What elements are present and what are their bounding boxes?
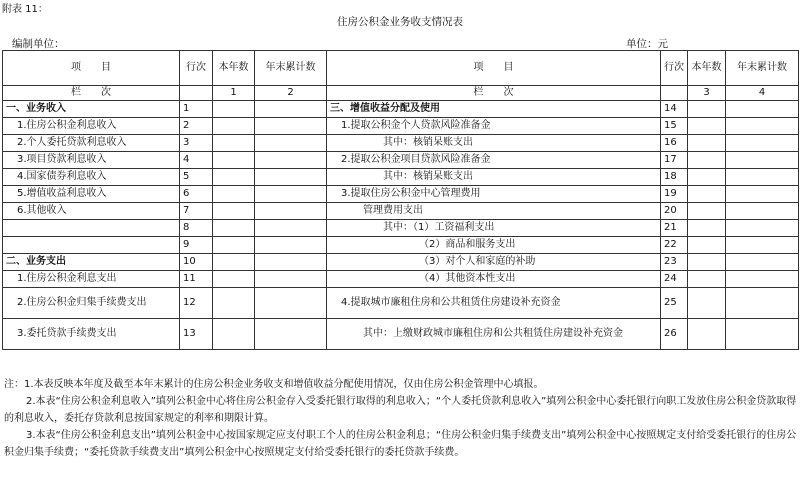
right-no: 20 xyxy=(661,203,688,220)
table-notes xyxy=(4,376,798,461)
table-row xyxy=(3,118,799,135)
left-no: 3 xyxy=(180,135,213,152)
left-no: 1 xyxy=(180,101,213,118)
left-item: 4.国家债券利息收入 xyxy=(3,169,180,186)
value-cell[interactable] xyxy=(213,254,255,271)
left-item: 1.住房公积金利息支出 xyxy=(3,271,180,288)
value-cell[interactable] xyxy=(688,220,726,237)
left-no: 13 xyxy=(180,319,213,350)
compiling-unit-label: 编制单位： xyxy=(12,38,65,50)
right-item: 3.提取住房公积金中心管理费用 xyxy=(327,186,661,203)
table-row xyxy=(3,220,799,237)
value-cell[interactable] xyxy=(213,118,255,135)
right-item: 1.提取公积金个人贷款风险准备金 xyxy=(327,118,661,135)
left-item: 2.个人委托贷款利息收入 xyxy=(3,135,180,152)
value-cell[interactable] xyxy=(688,186,726,203)
value-cell[interactable] xyxy=(726,135,799,152)
value-cell[interactable] xyxy=(726,152,799,169)
value-cell[interactable] xyxy=(688,237,726,254)
value-cell[interactable] xyxy=(255,254,327,271)
left-item xyxy=(3,220,180,237)
value-cell[interactable] xyxy=(255,203,327,220)
value-cell[interactable] xyxy=(726,237,799,254)
value-cell[interactable] xyxy=(688,288,726,319)
table-row xyxy=(3,135,799,152)
lan-col2: 2 xyxy=(255,86,327,101)
right-item: 其中：（1）工资福利支出 xyxy=(327,220,661,237)
value-cell[interactable] xyxy=(213,186,255,203)
table-row xyxy=(3,237,799,254)
table-row xyxy=(3,319,799,350)
value-cell[interactable] xyxy=(726,319,799,350)
value-cell[interactable] xyxy=(726,101,799,118)
header-cumulative-left: 年末累计数 xyxy=(255,51,327,86)
right-no: 26 xyxy=(661,319,688,350)
value-cell[interactable] xyxy=(726,288,799,319)
header-rowno-left: 行次 xyxy=(180,51,213,86)
column-index-row xyxy=(3,86,799,101)
value-cell[interactable] xyxy=(688,254,726,271)
value-cell[interactable] xyxy=(688,203,726,220)
value-cell[interactable] xyxy=(213,135,255,152)
page-title: 住房公积金业务收支情况表 xyxy=(337,16,463,28)
value-cell[interactable] xyxy=(213,169,255,186)
currency-unit-label: 单位：元 xyxy=(626,38,668,50)
note-1: 注：1.本表反映本年度及截至本年末累计的住房公积金业务收支和增值收益分配使用情况，仅由住房公积金管理中心填报。 xyxy=(4,379,544,390)
left-no: 6 xyxy=(180,186,213,203)
value-cell[interactable] xyxy=(213,152,255,169)
lan-cell xyxy=(661,86,688,101)
left-no: 12 xyxy=(180,288,213,319)
right-item: 其中：核销呆账支出 xyxy=(327,135,661,152)
left-item xyxy=(3,237,180,254)
value-cell[interactable] xyxy=(255,152,327,169)
value-cell[interactable] xyxy=(726,118,799,135)
value-cell[interactable] xyxy=(213,203,255,220)
left-no: 5 xyxy=(180,169,213,186)
table-row xyxy=(3,271,799,288)
note-2: 2.本表“住房公积金利息收入”填列公积金中心将住房公积金存入受委托银行取得的利息收入；“个人委托贷款利息收入”填列公积金中心委托银行向职工发放住房公积金贷款取得的利息收入，委托存贷款利息按国家规定的利率和期限计算。 xyxy=(4,396,797,424)
left-item: 二、业务支出 xyxy=(3,254,180,271)
right-no: 23 xyxy=(661,254,688,271)
right-item: 三、增值收益分配及使用 xyxy=(327,101,661,118)
value-cell[interactable] xyxy=(255,271,327,288)
table-row xyxy=(3,169,799,186)
value-cell[interactable] xyxy=(255,186,327,203)
value-cell[interactable] xyxy=(213,271,255,288)
header-item-right: 项 目 xyxy=(327,51,661,86)
table-row xyxy=(3,254,799,271)
right-item: （2）商品和服务支出 xyxy=(327,237,661,254)
value-cell[interactable] xyxy=(255,169,327,186)
value-cell[interactable] xyxy=(726,220,799,237)
value-cell[interactable] xyxy=(688,169,726,186)
right-no: 15 xyxy=(661,118,688,135)
value-cell[interactable] xyxy=(688,135,726,152)
left-no: 8 xyxy=(180,220,213,237)
right-no: 21 xyxy=(661,220,688,237)
right-no: 14 xyxy=(661,101,688,118)
value-cell[interactable] xyxy=(688,319,726,350)
lan-col3: 3 xyxy=(688,86,726,101)
lan-label-left: 栏 次 xyxy=(3,86,180,101)
value-cell[interactable] xyxy=(213,288,255,319)
right-item: （3）对个人和家庭的补助 xyxy=(327,254,661,271)
header-rowno-right: 行次 xyxy=(661,51,688,86)
table-row xyxy=(3,203,799,220)
header-row xyxy=(3,51,799,86)
lan-label-right: 栏 次 xyxy=(327,86,661,101)
value-cell[interactable] xyxy=(255,101,327,118)
value-cell[interactable] xyxy=(688,101,726,118)
header-cumulative-right: 年末累计数 xyxy=(726,51,799,86)
left-item: 3.项目贷款利息收入 xyxy=(3,152,180,169)
left-no: 7 xyxy=(180,203,213,220)
income-expense-table xyxy=(2,50,799,350)
left-item: 5.增值收益利息收入 xyxy=(3,186,180,203)
right-no: 25 xyxy=(661,288,688,319)
left-item: 2.住房公积金归集手续费支出 xyxy=(3,288,180,319)
left-no: 9 xyxy=(180,237,213,254)
value-cell[interactable] xyxy=(688,271,726,288)
value-cell[interactable] xyxy=(726,169,799,186)
value-cell[interactable] xyxy=(726,186,799,203)
value-cell[interactable] xyxy=(255,135,327,152)
value-cell[interactable] xyxy=(726,203,799,220)
right-no: 17 xyxy=(661,152,688,169)
header-item-left: 项 目 xyxy=(3,51,180,86)
left-no: 2 xyxy=(180,118,213,135)
left-item: 1.住房公积金利息收入 xyxy=(3,118,180,135)
value-cell[interactable] xyxy=(213,101,255,118)
right-no: 18 xyxy=(661,169,688,186)
value-cell[interactable] xyxy=(726,271,799,288)
right-no: 16 xyxy=(661,135,688,152)
right-item: 其中：核销呆账支出 xyxy=(327,169,661,186)
table-row xyxy=(3,186,799,203)
lan-col1: 1 xyxy=(213,86,255,101)
header-this-year-left: 本年数 xyxy=(213,51,255,86)
value-cell[interactable] xyxy=(213,220,255,237)
right-no: 19 xyxy=(661,186,688,203)
value-cell[interactable] xyxy=(255,319,327,350)
left-no: 4 xyxy=(180,152,213,169)
value-cell[interactable] xyxy=(688,118,726,135)
value-cell[interactable] xyxy=(255,237,327,254)
right-no: 24 xyxy=(661,271,688,288)
right-item: 管理费用支出 xyxy=(327,203,661,220)
note-3: 3.本表“住房公积金利息支出”填列公积金中心按国家规定应支付职工个人的住房公积金利息；“住房公积金归集手续费支出”填列公积金中心按照规定支付给受委托银行的住房公积金归集手续费；“委托贷款手续费支出”填列公积金中心按照规定支付给受委托银行的委托贷款手续费。 xyxy=(4,430,797,458)
attachment-caption: 附表 11： xyxy=(2,4,48,15)
left-no: 10 xyxy=(180,254,213,271)
value-cell[interactable] xyxy=(726,254,799,271)
lan-cell xyxy=(180,86,213,101)
right-item: 其中：上缴财政城市廉租住房和公共租赁住房建设补充资金 xyxy=(327,319,661,350)
lan-col4: 4 xyxy=(726,86,799,101)
value-cell[interactable] xyxy=(213,237,255,254)
left-no: 11 xyxy=(180,271,213,288)
left-item: 6.其他收入 xyxy=(3,203,180,220)
right-item: （4）其他资本性支出 xyxy=(327,271,661,288)
value-cell[interactable] xyxy=(255,118,327,135)
value-cell[interactable] xyxy=(213,319,255,350)
value-cell[interactable] xyxy=(255,288,327,319)
left-item: 3.委托贷款手续费支出 xyxy=(3,319,180,350)
right-item: 2.提取公积金项目贷款风险准备金 xyxy=(327,152,661,169)
right-item: 4.提取城市廉租住房和公共租赁住房建设补充资金 xyxy=(327,288,661,319)
value-cell[interactable] xyxy=(688,152,726,169)
table-row xyxy=(3,288,799,319)
table-row xyxy=(3,101,799,118)
table-row xyxy=(3,152,799,169)
value-cell[interactable] xyxy=(255,220,327,237)
header-this-year-right: 本年数 xyxy=(688,51,726,86)
left-item: 一、业务收入 xyxy=(3,101,180,118)
right-no: 22 xyxy=(661,237,688,254)
